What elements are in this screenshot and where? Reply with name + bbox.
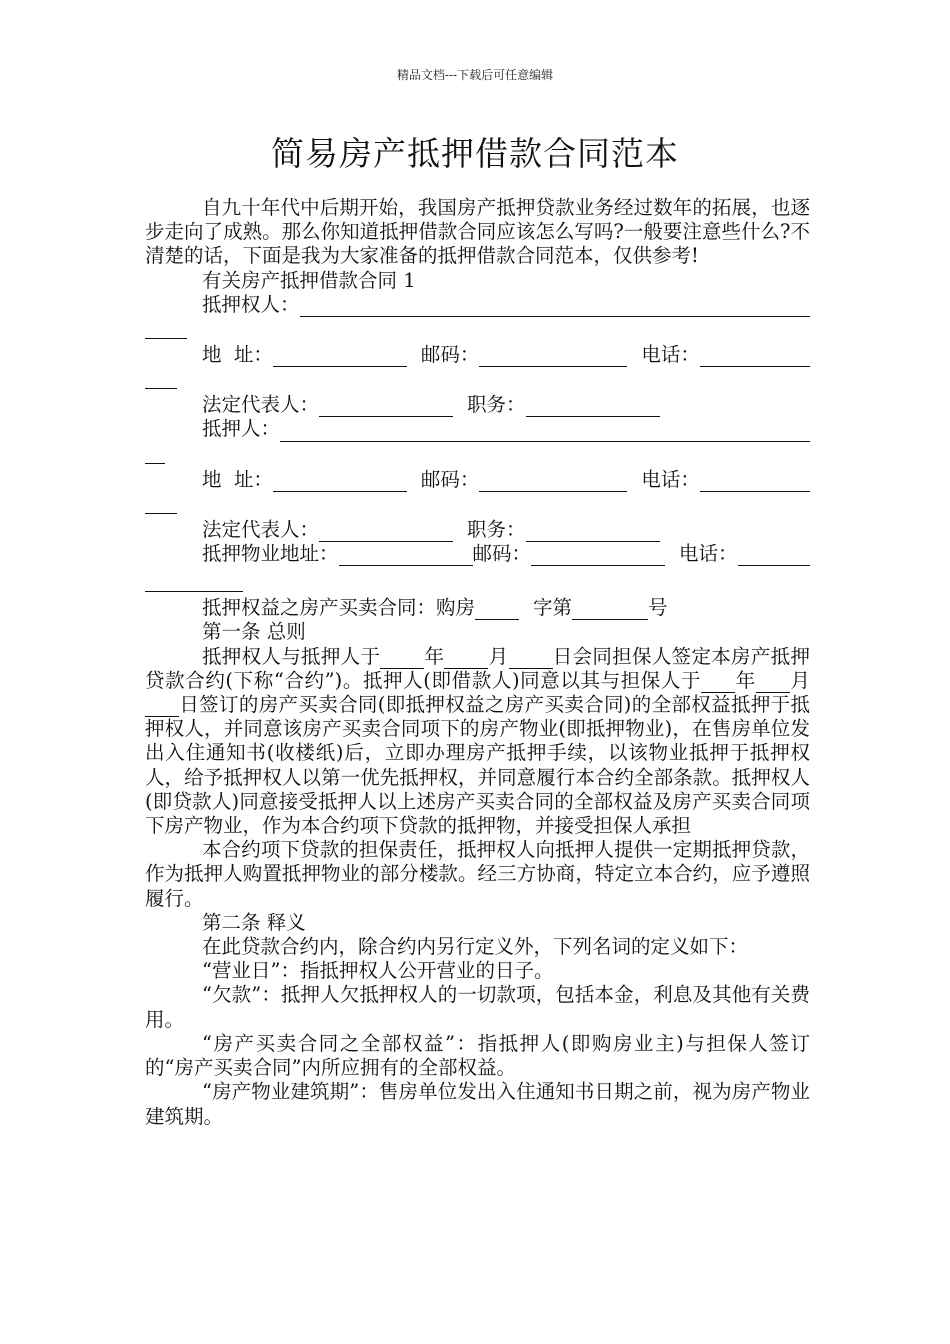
- mortgagee-address-row: [145, 343, 810, 367]
- mortgagor-label: 抵押人：: [202, 417, 281, 441]
- article1-heading: 第一条 总则: [202, 620, 306, 644]
- rep-field[interactable]: [319, 523, 453, 542]
- position-label: 职务：: [467, 517, 526, 541]
- page-header: 精品文档---下载后可任意编辑: [396, 68, 554, 82]
- definition-debt: “欠款”：抵押人欠抵押权人的一切款项，包括本金，利息及其他有关费用。: [145, 983, 810, 1031]
- contract-suffix: 号: [648, 596, 668, 620]
- postcode-label: 邮码：: [472, 542, 532, 566]
- address-label: 地 址：: [202, 467, 273, 491]
- phone-field[interactable]: [700, 348, 810, 367]
- rep-field[interactable]: [319, 398, 453, 417]
- postcode-field[interactable]: [479, 348, 627, 367]
- property-row: [145, 542, 810, 566]
- mortgagor-row: [145, 417, 810, 441]
- contract-mid: 字第: [533, 596, 573, 620]
- property-address-label: 抵押物业地址：: [202, 542, 339, 566]
- intro-paragraph: 自九十年代中后期开始，我国房产抵押贷款业务经过数年的拓展，也逐步走向了成熟。那么你知道抵押借款合同应该怎么写吗?一般要注意些什么?不清楚的话，下面是我为大家准备的抵押借款合同范本，仅供参考!: [145, 196, 810, 268]
- position-field[interactable]: [526, 398, 660, 417]
- mortgagee-field[interactable]: [300, 298, 810, 317]
- phone-label: 电话：: [679, 542, 738, 566]
- mortgagee-row: [145, 293, 810, 317]
- phone-continuation: [145, 492, 810, 518]
- phone-label: 电话：: [641, 343, 700, 367]
- contract-prefix: 抵押权益之房产买卖合同：购房: [202, 596, 476, 620]
- mortgagee-label: 抵押权人：: [202, 292, 300, 316]
- phone-continuation: [145, 367, 810, 393]
- mortgagee-continuation: [145, 317, 810, 343]
- definition-business-day: “营业日”：指抵押权人公开营业的日子。: [202, 959, 554, 983]
- property-phone-continuation: [145, 566, 810, 596]
- address-field[interactable]: [273, 348, 407, 367]
- contract-subtitle: 有关房产抵押借款合同 1: [202, 268, 416, 292]
- definition-contract-rights: “房产买卖合同之全部权益”：指抵押人(即购房业主)与担保人签订的“房产买卖合同”内所应拥有的全部权益。: [145, 1031, 810, 1080]
- address-field[interactable]: [273, 473, 407, 492]
- document-body: [145, 196, 810, 1129]
- postcode-field[interactable]: [479, 473, 627, 492]
- mortgagee-rep-row: [145, 393, 810, 417]
- address-label: 地 址：: [202, 343, 273, 367]
- rep-label: 法定代表人：: [202, 517, 320, 541]
- article2-paragraph1: 在此贷款合约内，除合约内另行定义外，下列名词的定义如下：: [202, 935, 749, 959]
- property-address-field[interactable]: [339, 547, 473, 566]
- mortgagor-rep-row: [145, 518, 810, 542]
- phone-label: 电话：: [641, 467, 700, 491]
- mortgagor-continuation: [145, 442, 810, 468]
- document-title: 简易房产抵押借款合同范本: [271, 134, 679, 173]
- contract-field-1[interactable]: [475, 601, 519, 620]
- article2-heading: 第二条 释义: [202, 910, 306, 934]
- phone-field[interactable]: [700, 473, 810, 492]
- article1-paragraph1: 抵押权人与抵押人于 年 月 日会同担保人签定本房产抵押贷款合约(下称“合约”)。抵押人(即借款人)同意以其与担保人于 年 月日签订的房产买卖合同(即抵押权益之房产买卖合同)的全部权益抵押于抵押权人，并同意该房产买卖合同项下的房产物业(即抵押物业)，在售房单位发出入住通知书(收楼纸)后，立即办理房产抵押手续，以该物业抵押于抵押权人，给予抵押权人以第一优先抵押权，并同意履行本合约全部条款。抵押权人(即贷款人)同意接受抵押人以上述房产买卖合同的全部权益及房产买卖合同项下房产物业，作为本合约项下贷款的抵押物，并接受担保人承担: [145, 644, 810, 838]
- contract-field-2[interactable]: [572, 601, 648, 620]
- mortgagor-address-row: [145, 468, 810, 492]
- postcode-label: 邮码：: [420, 343, 480, 367]
- article1-paragraph2: 本合约项下贷款的担保责任，抵押权人向抵押人提供一定期抵押贷款，作为抵押人购置抵押物业的部分楼款。经三方协商，特定立本合约，应予遵照履行。: [145, 838, 810, 910]
- postcode-field[interactable]: [531, 547, 665, 566]
- contract-number-row: [145, 596, 810, 620]
- postcode-label: 邮码：: [420, 467, 480, 491]
- mortgagor-field[interactable]: [280, 423, 810, 442]
- phone-field[interactable]: [738, 547, 810, 566]
- position-label: 职务：: [467, 393, 526, 417]
- rep-label: 法定代表人：: [202, 393, 320, 417]
- position-field[interactable]: [526, 523, 660, 542]
- definition-construction-period: “房产物业建筑期”：售房单位发出入住通知书日期之前，视为房产物业建筑期。: [145, 1080, 810, 1128]
